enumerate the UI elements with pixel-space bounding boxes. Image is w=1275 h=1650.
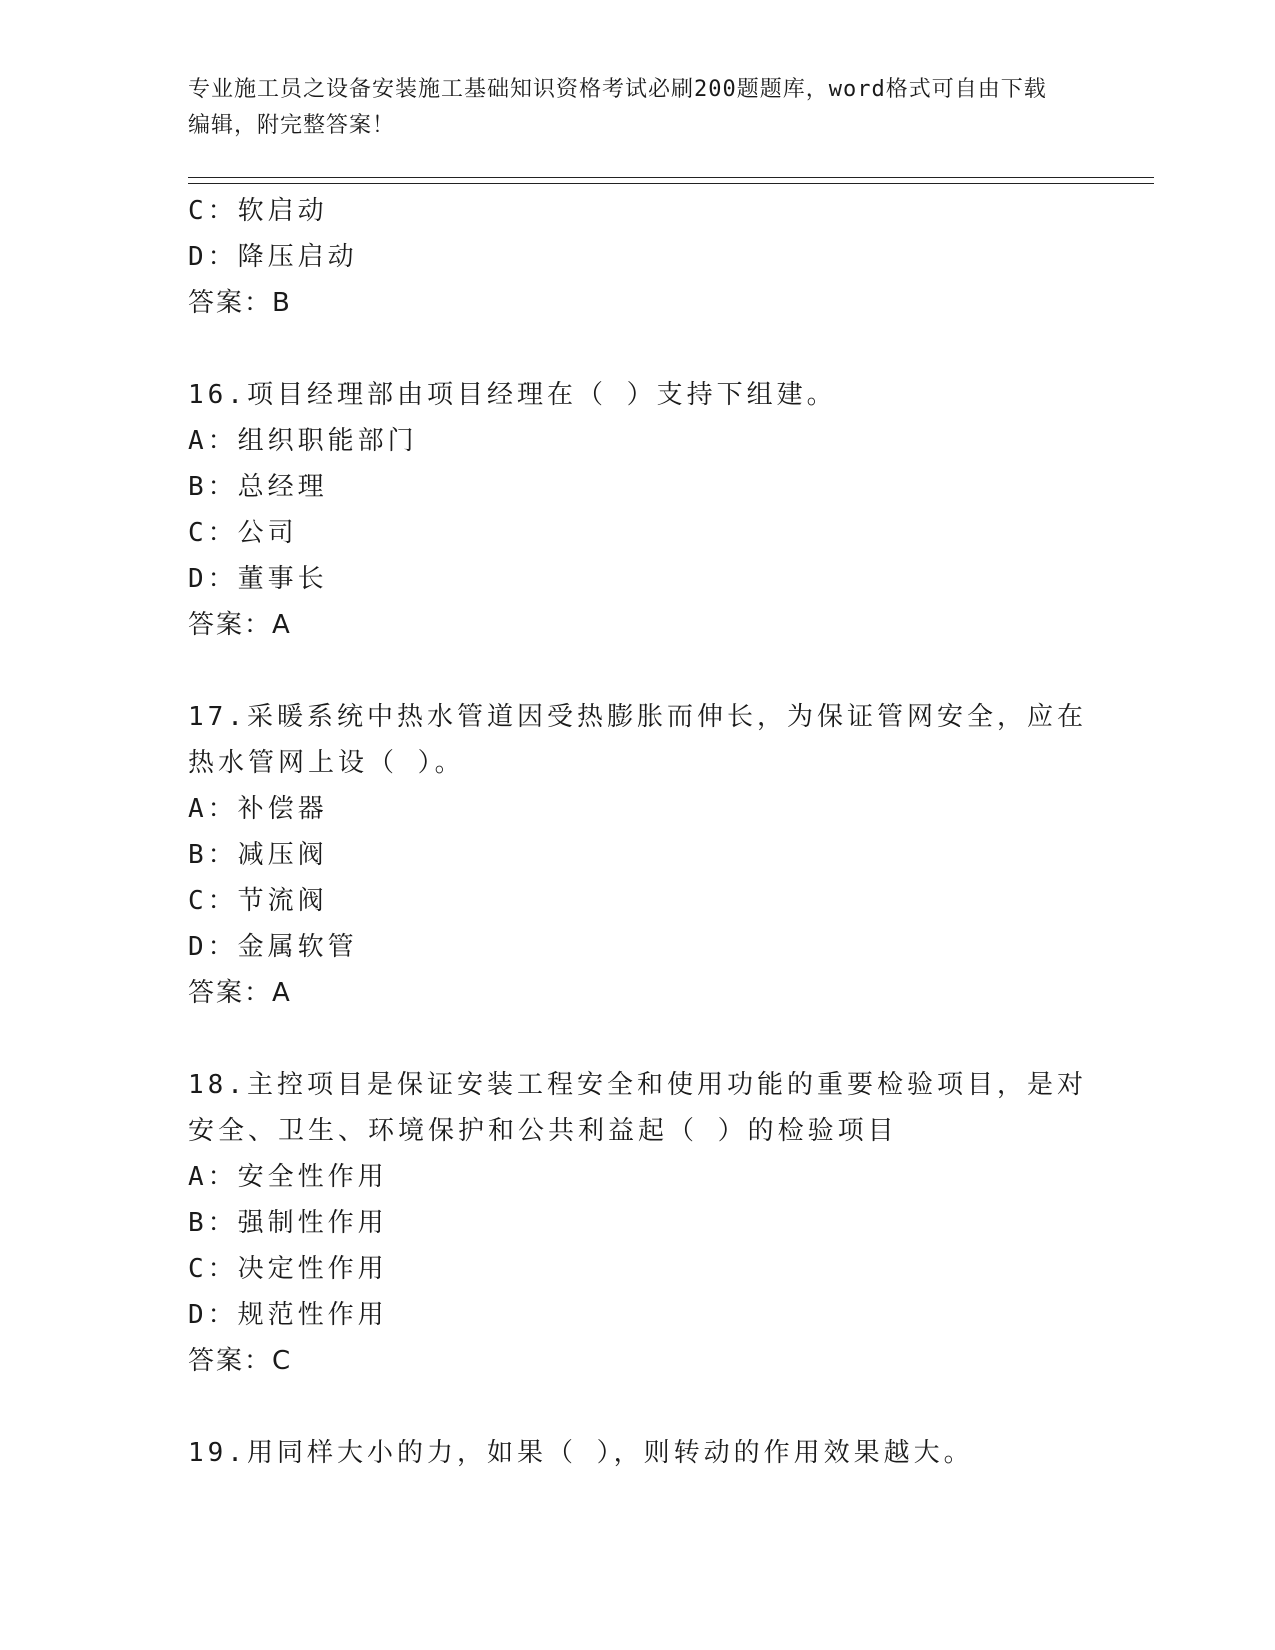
document-header: 专业施工员之设备安装施工基础知识资格考试必刷200题题库，word格式可自由下载编辑，附完整答案！ xyxy=(188,77,1047,138)
answer-line: 答案：A xyxy=(188,978,292,1008)
option-a: A：安全性作用 xyxy=(188,1162,388,1192)
question-16-text: 16.项目经理部由项目经理在（ ）支持下组建。 xyxy=(188,380,837,410)
option-b: B：减压阀 xyxy=(188,840,328,870)
question-19-text: 19.用同样大小的力，如果（ ），则转动的作用效果越大。 xyxy=(188,1438,974,1468)
answer-line: 答案：B xyxy=(188,288,292,318)
answer-line: 答案：C xyxy=(188,1346,293,1376)
header-rule-top xyxy=(188,177,1154,178)
question-17-text: 17.采暖系统中热水管道因受热膨胀而伸长，为保证管网安全，应在热水管网上设（ ）。 xyxy=(188,702,1087,778)
question-list xyxy=(188,188,1088,1476)
option-d: D：规范性作用 xyxy=(188,1300,388,1330)
option-d: D：金属软管 xyxy=(188,932,358,962)
option-c: C：决定性作用 xyxy=(188,1254,388,1284)
option-a: A：补偿器 xyxy=(188,794,328,824)
option-b: B：强制性作用 xyxy=(188,1208,388,1238)
option-d: D：降压启动 xyxy=(188,242,358,272)
option-c: C：公司 xyxy=(188,518,298,548)
option-d: D：董事长 xyxy=(188,564,328,594)
header-rule-bottom xyxy=(188,183,1154,184)
option-b: B：总经理 xyxy=(188,472,328,502)
option-c: C：节流阀 xyxy=(188,886,328,916)
option-a: A：组织职能部门 xyxy=(188,426,418,456)
question-18-text: 18.主控项目是保证安装工程安全和使用功能的重要检验项目，是对安全、卫生、环境保护和公共利益起（ ）的检验项目 xyxy=(188,1070,1087,1146)
answer-line: 答案：A xyxy=(188,610,292,640)
option-c: C：软启动 xyxy=(188,196,328,226)
